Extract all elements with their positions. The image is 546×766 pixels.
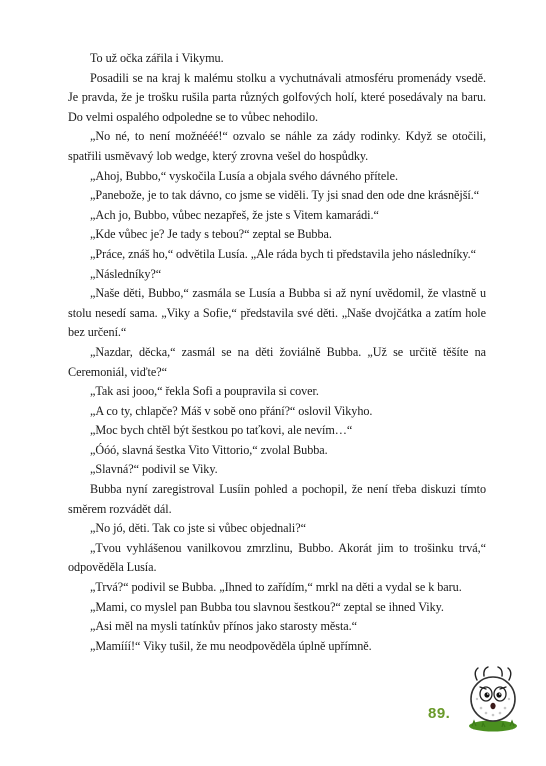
paragraph: To už očka zářila i Vikymu. <box>90 51 224 65</box>
paragraph: „Kde vůbec je? Je tady s tebou?“ zeptal se Bubba. <box>90 227 332 242</box>
paragraph: „Mamííí!“ Viky tušil, že mu neodpověděla úplně upřímně. <box>90 638 372 653</box>
paragraph: „Následníky?“ <box>90 266 162 281</box>
paragraph: „Mami, co myslel pan Bubba tou slavnou šestkou?“ zeptal se ihned Viky. <box>90 599 444 614</box>
paragraph: „Asi měl na mysli tatínkův přínos jako starosty města.“ <box>90 619 358 634</box>
paragraph: „Moc bych chtěl být šestkou po taťkovi, ale nevím…“ <box>90 423 353 438</box>
paragraph: „Ahoj, Bubbo,“ vyskočila Lusía a objala svého dávného přítele. <box>90 168 398 183</box>
paragraph: „Naše děti, Bubbo,“ zasmála se Lusía a Bubba si až nyní uvědomil, že vlastně u stolu nesedí sama. „Viky a Sofie,“ představila své děti. „Naše dvojčátka a zatím hole bez určení.“ <box>68 286 486 340</box>
paragraph: Bubba nyní zaregistroval Lusíin pohled a pochopil, že není třeba diskuzi tímto směrem rozvádět dál. <box>68 482 486 516</box>
golf-ball-mascot-icon <box>462 666 524 732</box>
paragraph: „Slavná?“ podivil se Viky. <box>90 462 218 477</box>
page-body <box>68 49 486 656</box>
paragraph: „Práce, znáš ho,“ odvětila Lusía. „Ale ráda bych ti představila jeho následníky.“ <box>90 246 477 261</box>
paragraph: „Tvou vyhlášenou vanilkovou zmrzlinu, Bubbo. Akorát jim to trošinku trvá,“ odpověděla Lusía. <box>68 540 486 575</box>
paragraph: „No né, to není možnééé!“ ozvalo se náhle za zády rodinky. Když se otočili, spatřili usměvavý lob wedge, který zrovna vešel do hospůdky. <box>68 129 486 163</box>
paragraph: „Ach jo, Bubbo, vůbec nezapřeš, že jste s Vitem kamarádi.“ <box>90 207 379 222</box>
paragraph: „No jó, děti. Tak co jste si vůbec objednali?“ <box>90 521 306 536</box>
grass-tuft <box>469 721 517 732</box>
paragraph: „Panebože, je to tak dávno, co jsme se viděli. Ty jsi snad den ode dne krásnější.“ <box>90 188 480 203</box>
paragraph: Posadili se na kraj k malému stolku a vychutnávali atmosféru promenády vsedě. Je pravda, že je trošku rušila parta různých golfových holí, které posedávaly na baru. Do velmi ospalého odpoledne se to vůbec nehodilo. <box>68 70 486 124</box>
paragraph: „Trvá?“ podivil se Bubba. „Ihned to zařídím,“ mrkl na děti a vydal se k baru. <box>90 580 462 595</box>
paragraph: „A co ty, chlapče? Máš v sobě ono přání?“ oslovil Vikyho. <box>90 403 373 418</box>
paragraph: „Tak asi jooo,“ řekla Sofi a poupravila si cover. <box>90 384 319 399</box>
paragraph: „Óóó, slavná šestka Vito Vittorio,“ zvolal Bubba. <box>90 442 328 457</box>
paragraph: „Nazdar, děcka,“ zasmál se na děti žoviálně Bubba. „Už se určitě těšíte na Ceremoniál, viďte?“ <box>68 344 486 379</box>
page-number: 89. <box>428 705 451 722</box>
mouth <box>490 703 495 709</box>
